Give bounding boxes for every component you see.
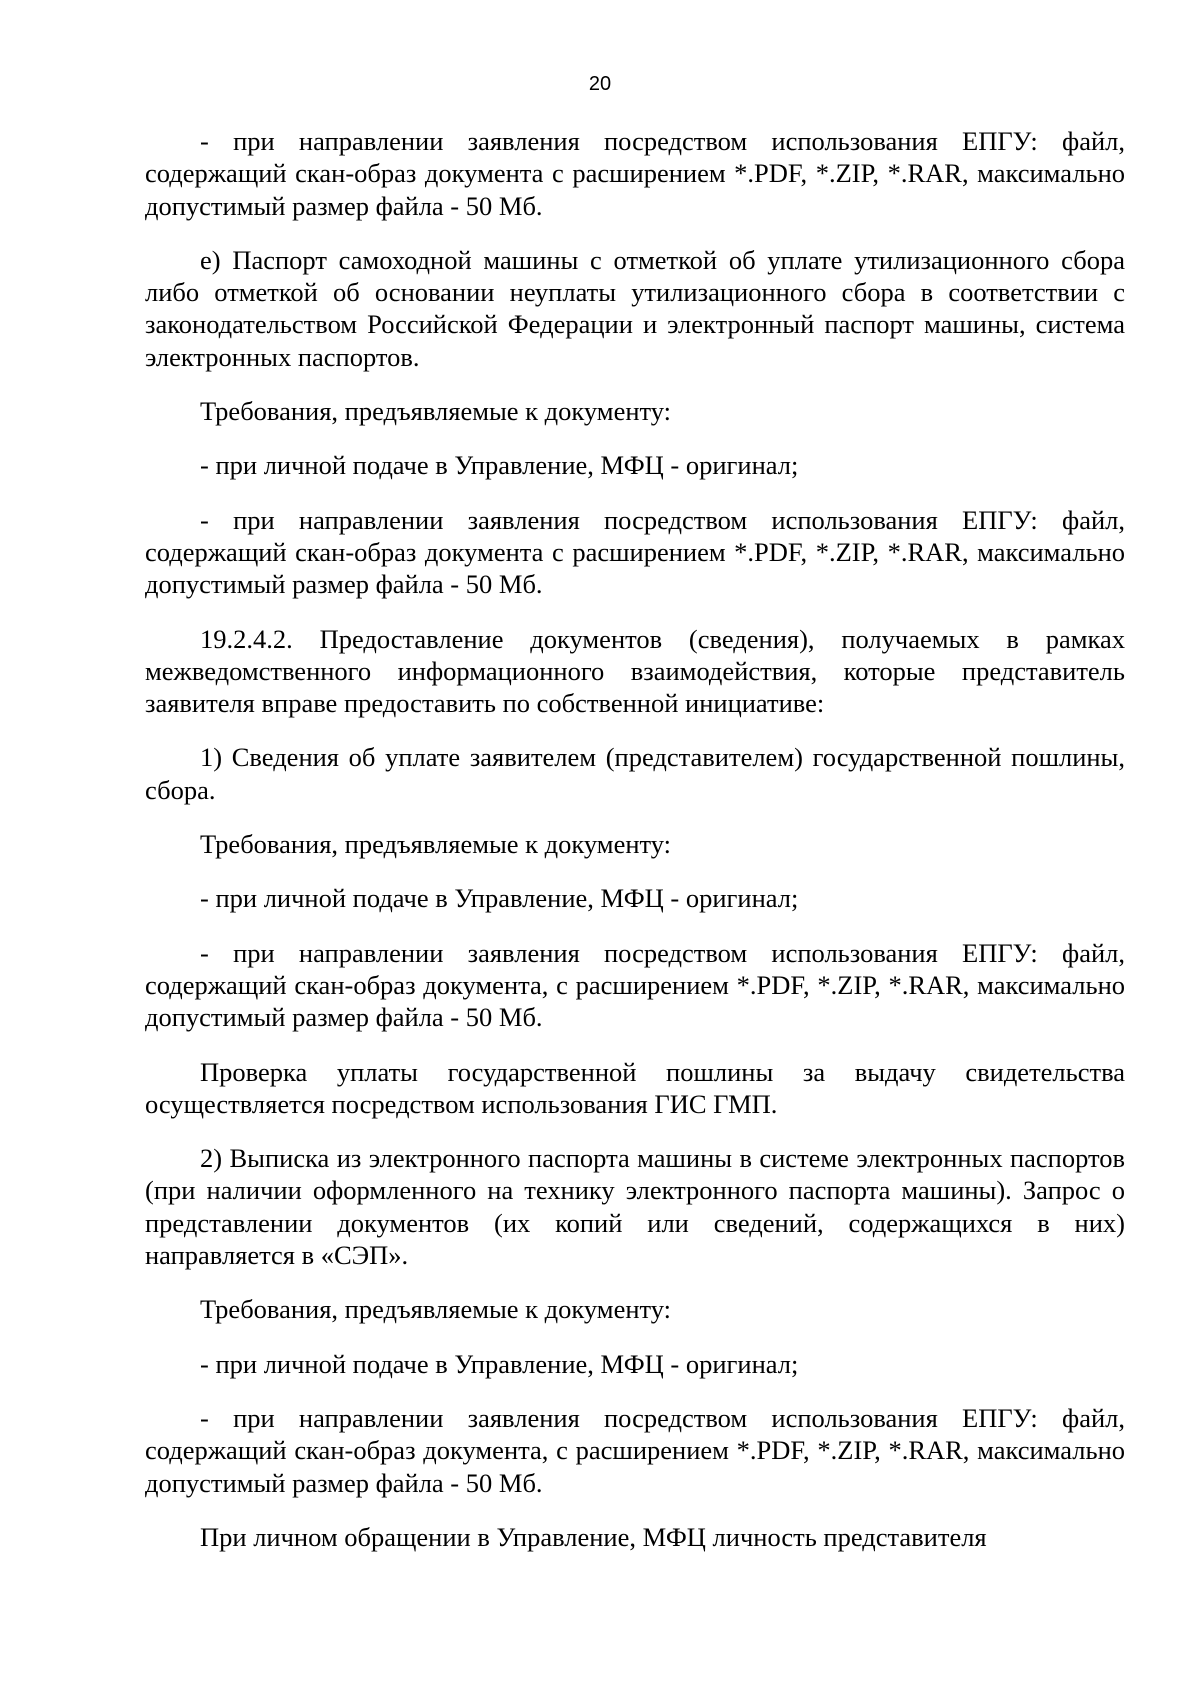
document-body <box>145 125 1125 1575</box>
paragraph-item-e-passport: е) Паспорт самоходной машины с отметкой об уплате утилизационного сбора либо отметкой об основании неуплаты утилизационного сбора в соответствии с законодательством Российской Федерации и электронный паспорт машины, система электронных паспортов. <box>145 244 1125 372</box>
paragraph-requirements-heading-1: Требования, предъявляемые к документу: <box>200 396 672 427</box>
paragraph-fee-check-gis-gmp: Проверка уплаты государственной пошлины за выдачу свидетельства осуществляется посредством использования ГИС ГМП. <box>145 1056 1125 1119</box>
paragraph-personal-submission-1: - при личной подаче в Управление, МФЦ - оригинал; <box>200 450 799 481</box>
paragraph-personal-appeal: При личном обращении в Управление, МФЦ личность представителя <box>200 1521 987 1552</box>
paragraph-item-1-fee-info: 1) Сведения об уплате заявителем (представителем) государственной пошлины, сбора. <box>145 742 1125 805</box>
paragraph-item-2-passport-extract: 2) Выписка из электронного паспорта машины в системе электронных паспортов (при наличии оформленного на технику электронного паспорта машины). Запрос о представлении документов (их копий или сведений, содержащихся в них) направляется в «СЭП». <box>145 1143 1125 1271</box>
paragraph-epgu-file-3: - при направлении заявления посредством использования ЕПГУ: файл, содержащий скан-образ документа, с расширением *.PDF, *.ZIP, *.RAR, максимально допустимый размер файла - 50 Мб. <box>145 937 1125 1033</box>
paragraph-epgu-file-1: - при направлении заявления посредством использования ЕПГУ: файл, содержащий скан-образ документа с расширением *.PDF, *.ZIP, *.RAR, максимально допустимый размер файла - 50 Мб. <box>145 126 1125 221</box>
paragraph-requirements-heading-2: Требования, предъявляемые к документу: <box>200 829 672 860</box>
paragraph-section-19-2-4-2: 19.2.4.2. Предоставление документов (сведения), получаемых в рамках межведомственного информационного взаимодействия, которые представитель заявителя вправе предоставить по собственной инициативе: <box>145 623 1125 719</box>
paragraph-epgu-file-4: - при направлении заявления посредством использования ЕПГУ: файл, содержащий скан-образ документа, с расширением *.PDF, *.ZIP, *.RAR, максимально допустимый размер файла - 50 Мб. <box>145 1402 1125 1498</box>
paragraph-personal-submission-2: - при личной подаче в Управление, МФЦ - оригинал; <box>200 883 799 914</box>
paragraph-epgu-file-2: - при направлении заявления посредством использования ЕПГУ: файл, содержащий скан-образ документа с расширением *.PDF, *.ZIP, *.RAR, максимально допустимый размер файла - 50 Мб. <box>145 504 1125 600</box>
paragraph-personal-submission-3: - при личной подаче в Управление, МФЦ - оригинал; <box>200 1348 799 1379</box>
paragraph-requirements-heading-3: Требования, предъявляемые к документу: <box>200 1294 672 1325</box>
page-number: 20 <box>588 73 612 95</box>
